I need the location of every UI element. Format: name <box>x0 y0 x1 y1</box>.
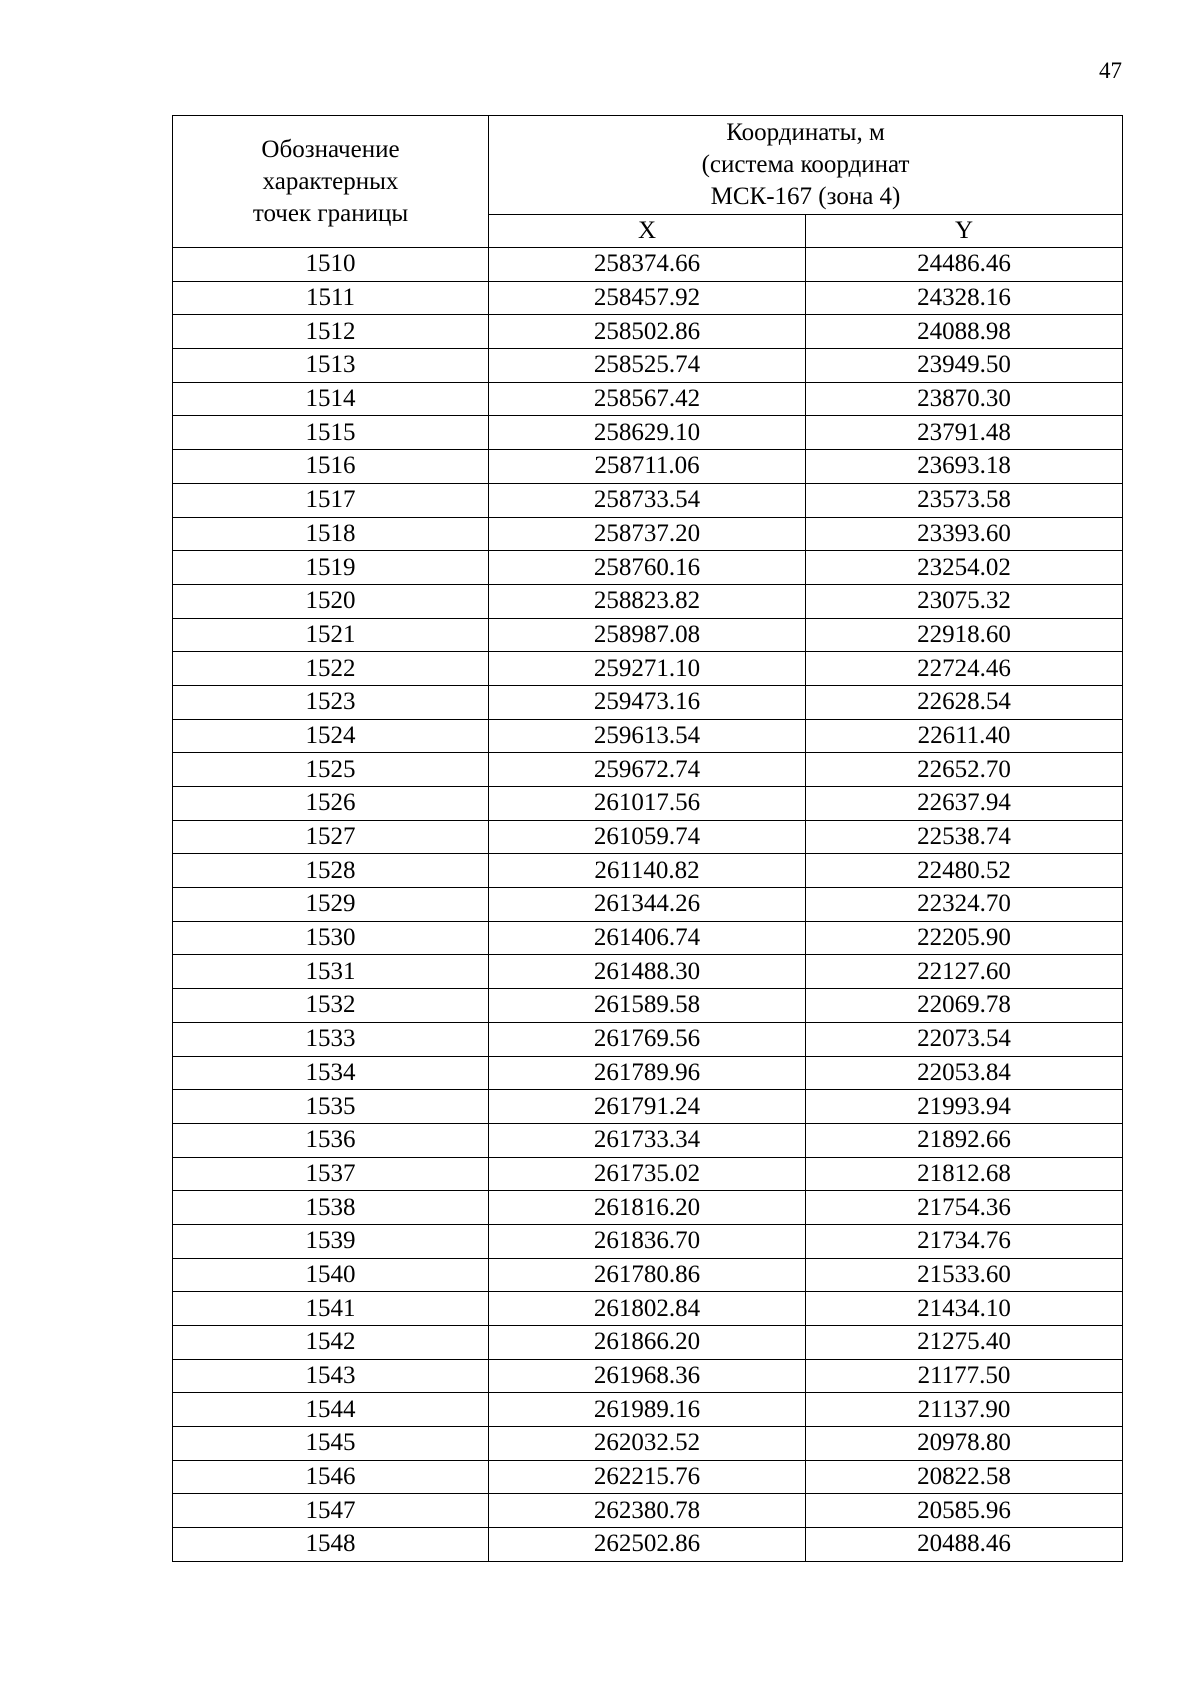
cell-y: 23254.02 <box>806 551 1123 585</box>
table-body <box>173 248 1123 1562</box>
table-row <box>173 854 1123 888</box>
cell-point-id: 1521 <box>173 618 489 652</box>
cell-point-id: 1543 <box>173 1359 489 1393</box>
cell-y: 22073.54 <box>806 1022 1123 1056</box>
cell-y: 22724.46 <box>806 652 1123 686</box>
cell-y: 21533.60 <box>806 1258 1123 1292</box>
cell-point-id: 1531 <box>173 955 489 989</box>
cell-y: 22480.52 <box>806 854 1123 888</box>
cell-point-id: 1519 <box>173 551 489 585</box>
page-number: 47 <box>1099 58 1122 83</box>
cell-y: 20822.58 <box>806 1460 1123 1494</box>
cell-point-id: 1528 <box>173 854 489 888</box>
cell-y: 22538.74 <box>806 820 1123 854</box>
table-row <box>173 551 1123 585</box>
header-coordinates-line: (система координат <box>701 151 910 178</box>
table-row <box>173 1258 1123 1292</box>
cell-point-id: 1511 <box>173 281 489 315</box>
cell-x: 258374.66 <box>489 248 806 282</box>
header-coordinates <box>489 116 1123 215</box>
header-designation-line: точек границы <box>252 199 409 227</box>
cell-y: 20978.80 <box>806 1427 1123 1461</box>
cell-x: 261488.30 <box>489 955 806 989</box>
cell-point-id: 1546 <box>173 1460 489 1494</box>
cell-point-id: 1534 <box>173 1056 489 1090</box>
table-header-row <box>173 116 1123 215</box>
cell-y: 22053.84 <box>806 1056 1123 1090</box>
cell-y: 23573.58 <box>806 483 1123 517</box>
header-y: Y <box>806 215 1123 248</box>
cell-x: 261589.58 <box>489 989 806 1023</box>
cell-y: 21275.40 <box>806 1326 1123 1360</box>
cell-point-id: 1542 <box>173 1326 489 1360</box>
cell-point-id: 1548 <box>173 1528 489 1562</box>
cell-x: 261344.26 <box>489 888 806 922</box>
table-row <box>173 787 1123 821</box>
cell-x: 261836.70 <box>489 1224 806 1258</box>
cell-point-id: 1541 <box>173 1292 489 1326</box>
cell-y: 21754.36 <box>806 1191 1123 1225</box>
cell-point-id: 1522 <box>173 652 489 686</box>
cell-x: 261406.74 <box>489 921 806 955</box>
table-row <box>173 349 1123 383</box>
cell-x: 261017.56 <box>489 787 806 821</box>
cell-x: 258502.86 <box>489 315 806 349</box>
table-row <box>173 1528 1123 1562</box>
table-row <box>173 618 1123 652</box>
table-row <box>173 820 1123 854</box>
cell-x: 261769.56 <box>489 1022 806 1056</box>
cell-point-id: 1536 <box>173 1123 489 1157</box>
cell-x: 259672.74 <box>489 753 806 787</box>
header-x: X <box>489 215 806 248</box>
cell-x: 261789.96 <box>489 1056 806 1090</box>
cell-point-id: 1516 <box>173 450 489 484</box>
cell-point-id: 1515 <box>173 416 489 450</box>
cell-point-id: 1518 <box>173 517 489 551</box>
cell-point-id: 1547 <box>173 1494 489 1528</box>
cell-point-id: 1524 <box>173 719 489 753</box>
cell-point-id: 1510 <box>173 248 489 282</box>
cell-y: 22918.60 <box>806 618 1123 652</box>
header-designation-line: Обозначение <box>261 135 400 163</box>
cell-x: 258737.20 <box>489 517 806 551</box>
cell-x: 262380.78 <box>489 1494 806 1528</box>
cell-x: 261791.24 <box>489 1090 806 1124</box>
cell-y: 23693.18 <box>806 450 1123 484</box>
table-row <box>173 1494 1123 1528</box>
table-row <box>173 1157 1123 1191</box>
cell-x: 258629.10 <box>489 416 806 450</box>
cell-x: 262032.52 <box>489 1427 806 1461</box>
table-row <box>173 1123 1123 1157</box>
cell-x: 259613.54 <box>489 719 806 753</box>
table-row <box>173 1224 1123 1258</box>
table-row <box>173 281 1123 315</box>
cell-point-id: 1539 <box>173 1224 489 1258</box>
cell-point-id: 1540 <box>173 1258 489 1292</box>
table-row <box>173 1191 1123 1225</box>
cell-x: 258711.06 <box>489 450 806 484</box>
cell-point-id: 1537 <box>173 1157 489 1191</box>
cell-y: 24486.46 <box>806 248 1123 282</box>
cell-y: 21137.90 <box>806 1393 1123 1427</box>
cell-x: 262502.86 <box>489 1528 806 1562</box>
cell-y: 23791.48 <box>806 416 1123 450</box>
cell-x: 261866.20 <box>489 1326 806 1360</box>
table-row <box>173 416 1123 450</box>
table-row <box>173 1292 1123 1326</box>
cell-x: 258733.54 <box>489 483 806 517</box>
cell-x: 258457.92 <box>489 281 806 315</box>
cell-y: 23393.60 <box>806 517 1123 551</box>
header-designation-line: характерных <box>262 167 399 195</box>
table-row <box>173 1460 1123 1494</box>
table-row <box>173 1359 1123 1393</box>
cell-y: 22628.54 <box>806 685 1123 719</box>
cell-x: 261140.82 <box>489 854 806 888</box>
table-row <box>173 888 1123 922</box>
cell-y: 21434.10 <box>806 1292 1123 1326</box>
cell-y: 21892.66 <box>806 1123 1123 1157</box>
cell-y: 22127.60 <box>806 955 1123 989</box>
table-row <box>173 921 1123 955</box>
cell-x: 258987.08 <box>489 618 806 652</box>
table-row <box>173 955 1123 989</box>
table-row <box>173 1056 1123 1090</box>
header-coordinates-line: Координаты, м <box>726 119 885 146</box>
table-row <box>173 753 1123 787</box>
cell-point-id: 1529 <box>173 888 489 922</box>
cell-y: 24328.16 <box>806 281 1123 315</box>
table-row <box>173 989 1123 1023</box>
table-row <box>173 1090 1123 1124</box>
cell-x: 261059.74 <box>489 820 806 854</box>
cell-y: 20585.96 <box>806 1494 1123 1528</box>
cell-point-id: 1530 <box>173 921 489 955</box>
cell-point-id: 1533 <box>173 1022 489 1056</box>
table-row <box>173 450 1123 484</box>
table-row <box>173 248 1123 282</box>
header-coordinates-line: МСК-167 (зона 4) <box>710 183 901 210</box>
cell-x: 259473.16 <box>489 685 806 719</box>
header-designation <box>173 116 489 248</box>
cell-y: 21993.94 <box>806 1090 1123 1124</box>
cell-point-id: 1545 <box>173 1427 489 1461</box>
cell-y: 22611.40 <box>806 719 1123 753</box>
cell-y: 22069.78 <box>806 989 1123 1023</box>
cell-point-id: 1535 <box>173 1090 489 1124</box>
cell-point-id: 1526 <box>173 787 489 821</box>
cell-point-id: 1512 <box>173 315 489 349</box>
cell-y: 22324.70 <box>806 888 1123 922</box>
table-row <box>173 1022 1123 1056</box>
cell-y: 23949.50 <box>806 349 1123 383</box>
table-row <box>173 685 1123 719</box>
cell-x: 259271.10 <box>489 652 806 686</box>
table-row <box>173 652 1123 686</box>
cell-y: 22205.90 <box>806 921 1123 955</box>
table-row <box>173 315 1123 349</box>
cell-x: 258525.74 <box>489 349 806 383</box>
cell-x: 261989.16 <box>489 1393 806 1427</box>
cell-x: 261816.20 <box>489 1191 806 1225</box>
cell-x: 261802.84 <box>489 1292 806 1326</box>
cell-point-id: 1538 <box>173 1191 489 1225</box>
cell-y: 22652.70 <box>806 753 1123 787</box>
table-row <box>173 584 1123 618</box>
cell-y: 24088.98 <box>806 315 1123 349</box>
cell-y: 21812.68 <box>806 1157 1123 1191</box>
table-row <box>173 1427 1123 1461</box>
cell-y: 22637.94 <box>806 787 1123 821</box>
cell-y: 21177.50 <box>806 1359 1123 1393</box>
cell-point-id: 1523 <box>173 685 489 719</box>
cell-x: 258823.82 <box>489 584 806 618</box>
cell-point-id: 1513 <box>173 349 489 383</box>
table-row <box>173 483 1123 517</box>
cell-y: 20488.46 <box>806 1528 1123 1562</box>
cell-x: 261780.86 <box>489 1258 806 1292</box>
cell-x: 262215.76 <box>489 1460 806 1494</box>
table-row <box>173 719 1123 753</box>
table-row <box>173 382 1123 416</box>
cell-point-id: 1544 <box>173 1393 489 1427</box>
cell-x: 261733.34 <box>489 1123 806 1157</box>
cell-point-id: 1520 <box>173 584 489 618</box>
cell-point-id: 1532 <box>173 989 489 1023</box>
table-row <box>173 517 1123 551</box>
cell-point-id: 1517 <box>173 483 489 517</box>
cell-point-id: 1525 <box>173 753 489 787</box>
cell-point-id: 1514 <box>173 382 489 416</box>
cell-x: 258567.42 <box>489 382 806 416</box>
cell-y: 21734.76 <box>806 1224 1123 1258</box>
table-row <box>173 1393 1123 1427</box>
coordinates-table <box>172 115 1123 1562</box>
cell-x: 261735.02 <box>489 1157 806 1191</box>
table-row <box>173 1326 1123 1360</box>
cell-x: 261968.36 <box>489 1359 806 1393</box>
cell-y: 23870.30 <box>806 382 1123 416</box>
cell-y: 23075.32 <box>806 584 1123 618</box>
cell-point-id: 1527 <box>173 820 489 854</box>
cell-x: 258760.16 <box>489 551 806 585</box>
